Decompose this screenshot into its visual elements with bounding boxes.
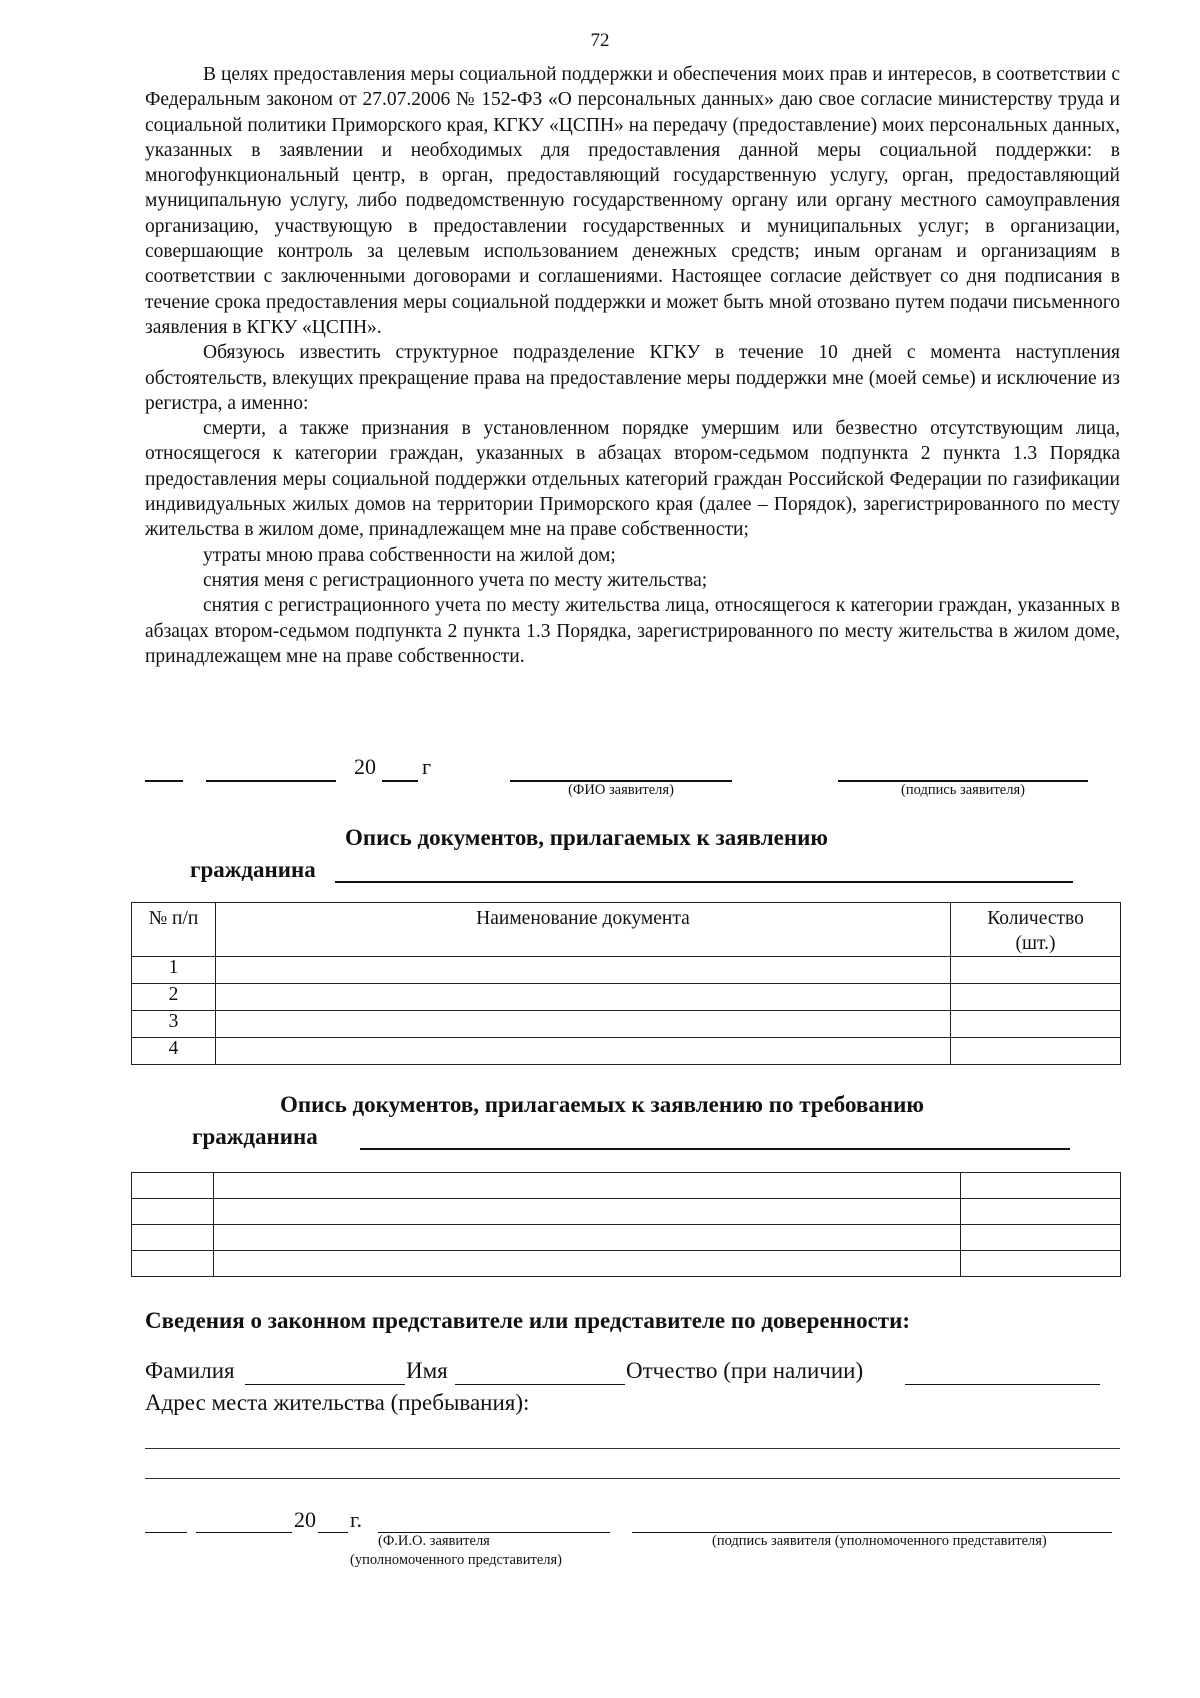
obligation-paragraph: Обязуюсь известить структурное подразделение КГКУ в течение 10 дней с момента наступления обстоятельств, влекущих прекращение права на предоставление меры поддержки мне (моей семье) и исключение из регистра, а именно: <box>145 342 1120 414</box>
obligation-item-deregistration-self: снятия меня с регистрационного учета по месту жительства; <box>203 569 708 591</box>
header-number: № п/п <box>132 903 216 957</box>
quantity-cell[interactable] <box>961 1225 1121 1251</box>
inventory-by-request-citizen-label: гражданина <box>192 1124 318 1149</box>
row-number: 1 <box>132 957 216 984</box>
table-row <box>132 1199 1121 1225</box>
citizen-name-field-2[interactable] <box>360 1126 1070 1150</box>
rep-signature-caption: (подпись заявителя (уполномоченного представителя) <box>712 1533 1047 1549</box>
rep-signature-field[interactable] <box>632 1510 1112 1533</box>
documents-by-request-table <box>131 1172 1121 1277</box>
signature-row <box>0 752 1200 802</box>
document-name-cell[interactable] <box>213 1173 960 1199</box>
table-row <box>132 1225 1121 1251</box>
representative-title: Сведения о законном представителе или представителе по доверенности: <box>145 1308 910 1333</box>
quantity-cell[interactable] <box>961 1199 1121 1225</box>
citizen-name-field[interactable] <box>335 859 1073 883</box>
month-field[interactable] <box>206 758 336 782</box>
consent-paragraph: В целях предоставления меры социальной поддержки и обеспечения моих прав и интересов, в соответствии с Федеральным законом от 27.07.2006 № 152-ФЗ «О персональных данных» даю свое согласие министерству труда и социальной политики Приморского края, КГКУ «ЦСПН» на передачу (предоставление) моих персональных данных, указанных в заявлении и необходимых для предоставления данной меры социальной поддержки: в многофункциональный центр, в орган, предоставляющий государственную услугу, орган, предоставляющий муниципальную услугу, либо подведомственную государственному органу или органу местного самоуправления организацию, участвующую в предоставлении государственных и муниципальных услуг; в организации, совершающие контроль за целевым использованием денежных средств; иным органам и организациям в соответствии с заключенными договорами и соглашениями. Настоящее согласие действует со дня подписания в течение срока предоставления меры социальной поддержки и может быть мной отозвано путем подачи письменного заявления в КГКУ «ЦСПН». <box>145 64 1120 338</box>
quantity-cell[interactable] <box>961 1251 1121 1277</box>
first-name-field[interactable] <box>455 1362 625 1385</box>
document-name-cell[interactable] <box>213 1225 960 1251</box>
consent-text <box>145 62 1120 669</box>
header-document-name: Наименование документа <box>215 903 950 957</box>
table-row <box>132 1251 1121 1277</box>
document-name-cell[interactable] <box>215 984 950 1011</box>
applicant-name-field[interactable] <box>510 758 732 782</box>
rep-year-suffix: г. <box>350 1507 363 1532</box>
year-suffix: г <box>422 754 432 779</box>
rep-year-prefix: 20 <box>294 1507 316 1532</box>
number-cell[interactable] <box>132 1173 214 1199</box>
table-row <box>132 1038 1121 1065</box>
obligation-item-deregistration-other: снятия с регистрационного учета по месту жительства лица, относящегося к категории граждан, указанных в абзацах втором-седьмом подпункта 2 пункта 1.3 Порядка, зарегистрированного по месту жительства в жилом доме, принадлежащем мне на праве собственности. <box>145 595 1120 667</box>
address-line-1[interactable] <box>145 1448 1120 1449</box>
document-name-cell[interactable] <box>215 1038 950 1065</box>
day-field[interactable] <box>145 758 183 782</box>
obligation-item-ownership: утраты мною права собственности на жилой дом; <box>203 544 616 566</box>
table-row <box>132 1173 1121 1199</box>
number-cell[interactable] <box>132 1225 214 1251</box>
obligation-item-death: смерти, а также признания в установленном порядке умершим или безвестно отсутствующим лица, относящегося к категории граждан, указанных в абзацах втором-седьмом подпункта 2 пункта 1.3 Порядка предоставления меры социальной поддержки отдельных категорий граждан Российской Федерации по газификации индивидуальных жилых домов на территории Приморского края (далее – Порядок), зарегистрированного по месту жительства в жилом доме, принадлежащем мне на праве собственности; <box>145 418 1120 541</box>
document-name-cell[interactable] <box>213 1199 960 1225</box>
address-label: Адрес места жительства (пребывания): <box>145 1390 530 1415</box>
header-quantity: Количество (шт.) <box>951 903 1121 957</box>
rep-day-field[interactable] <box>145 1510 187 1533</box>
row-number: 4 <box>132 1038 216 1065</box>
document-name-cell[interactable] <box>215 957 950 984</box>
table-row <box>132 957 1121 984</box>
quantity-cell[interactable] <box>951 984 1121 1011</box>
inventory-citizen-label: гражданина <box>190 857 316 882</box>
table-row <box>132 984 1121 1011</box>
table-header-row <box>132 903 1121 957</box>
row-number: 3 <box>132 1011 216 1038</box>
number-cell[interactable] <box>132 1199 214 1225</box>
surname-field[interactable] <box>245 1362 405 1385</box>
signature-caption: (подпись заявителя) <box>901 782 1025 798</box>
applicant-signature-field[interactable] <box>838 758 1088 782</box>
document-name-cell[interactable] <box>215 1011 950 1038</box>
documents-table <box>131 902 1121 1065</box>
patronymic-label: Отчество (при наличии) <box>626 1358 864 1383</box>
first-name-label: Имя <box>406 1358 448 1383</box>
address-line-2[interactable] <box>145 1478 1120 1479</box>
inventory-title: Опись документов, прилагаемых к заявлению <box>345 825 828 850</box>
surname-label: Фамилия <box>145 1358 235 1383</box>
inventory-by-request-title: Опись документов, прилагаемых к заявлению по требованию <box>280 1092 924 1117</box>
row-number: 2 <box>132 984 216 1011</box>
year-prefix: 20 <box>354 754 376 779</box>
quantity-cell[interactable] <box>961 1173 1121 1199</box>
rep-name-field[interactable] <box>378 1510 610 1533</box>
fio-caption: (ФИО заявителя) <box>568 782 674 798</box>
quantity-cell[interactable] <box>951 1038 1121 1065</box>
year-field[interactable] <box>382 758 418 782</box>
number-cell[interactable] <box>132 1251 214 1277</box>
rep-fio-caption: (Ф.И.О. заявителя <box>378 1533 490 1549</box>
table-row <box>132 1011 1121 1038</box>
rep-fio-caption-2: (уполномоченного представителя) <box>350 1552 563 1568</box>
rep-month-field[interactable] <box>196 1510 292 1533</box>
quantity-cell[interactable] <box>951 1011 1121 1038</box>
rep-year-field[interactable] <box>318 1510 348 1533</box>
patronymic-field[interactable] <box>905 1362 1100 1385</box>
document-name-cell[interactable] <box>213 1251 960 1277</box>
page-number: 72 <box>590 30 610 51</box>
quantity-cell[interactable] <box>951 957 1121 984</box>
